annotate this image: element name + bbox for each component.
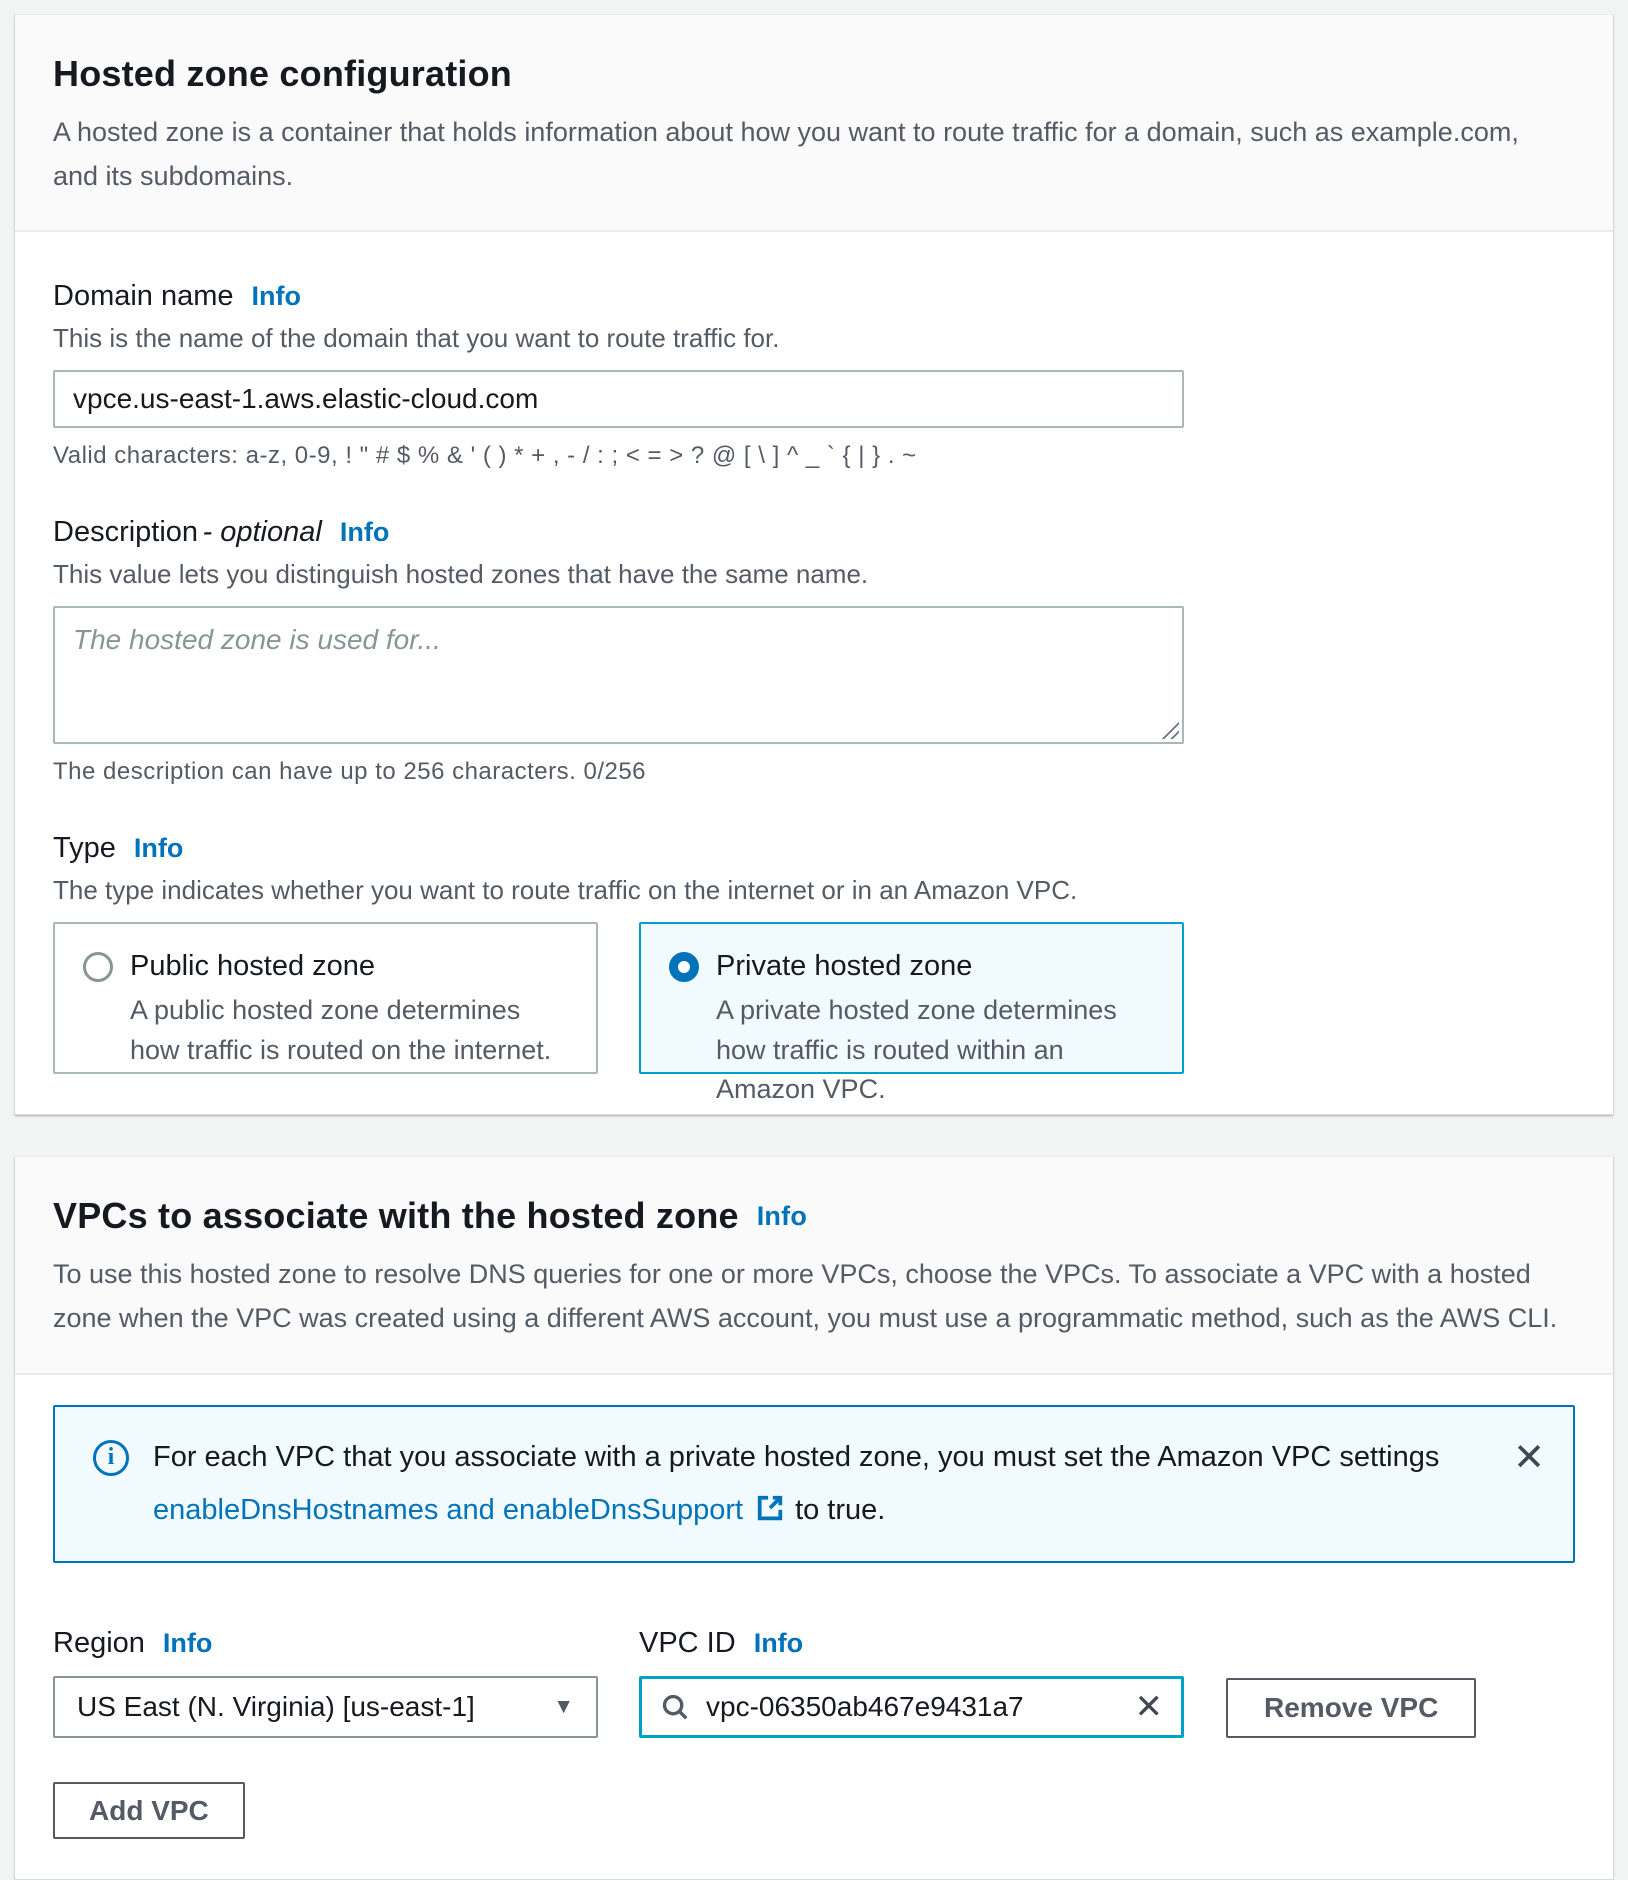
vpc-card-description: To use this hosted zone to resolve DNS queries for one or more VPCs, choose the VPCs. To associate a VPC with a hosted zone when the VPC was created using a different AWS account, you must use a programmatic method, such as the AWS CLI. <box>53 1259 1558 1334</box>
public-hosted-zone-option[interactable] <box>53 922 598 1074</box>
vpc-association-row <box>53 1627 1575 1738</box>
description-info-link[interactable]: Info <box>339 517 390 548</box>
alert-close-icon[interactable]: ✕ <box>1513 1436 1545 1479</box>
type-radio-group <box>53 922 1575 1104</box>
vpc-settings-info-alert <box>53 1405 1575 1563</box>
description-textarea-wrap <box>53 606 1184 744</box>
hosted-zone-configuration-card <box>14 14 1614 1115</box>
hosted-zone-card-header <box>15 15 1613 232</box>
clear-input-icon[interactable]: ✕ <box>1134 1687 1163 1726</box>
hosted-zone-card-description: A hosted zone is a container that holds information about how you want to route traffic for a domain, such as example.com, and its subdomains. <box>53 117 1519 191</box>
vpc-card-info-link[interactable]: Info <box>756 1201 808 1232</box>
description-textarea[interactable] <box>53 606 1184 744</box>
private-hosted-zone-option[interactable] <box>639 922 1184 1104</box>
vpcs-to-associate-card <box>14 1156 1614 1879</box>
vpc-card-header <box>15 1157 1613 1374</box>
domain-name-field <box>53 280 1575 470</box>
enable-dns-link[interactable]: enableDnsHostnames and enableDnsSupport <box>153 1493 744 1526</box>
vpc-id-info-link[interactable]: Info <box>753 1627 804 1658</box>
domain-name-label: Domain name <box>53 280 234 313</box>
description-label: Description <box>53 516 199 549</box>
type-info-link[interactable]: Info <box>133 833 184 864</box>
vpc-card-body <box>15 1375 1613 1879</box>
vpc-id-label: VPC ID <box>639 1626 736 1659</box>
vpc-id-input[interactable] <box>639 1676 1184 1738</box>
public-hosted-zone-title: Public hosted zone <box>130 950 376 983</box>
region-info-link[interactable]: Info <box>162 1627 213 1658</box>
description-optional-label: - optional <box>202 516 322 549</box>
region-label: Region <box>53 1626 145 1659</box>
region-column <box>53 1627 598 1738</box>
external-link-icon <box>755 1493 785 1523</box>
domain-name-info-link[interactable]: Info <box>251 281 302 312</box>
hosted-zone-card-title: Hosted zone configuration <box>53 53 512 94</box>
vpc-id-value: vpc-06350ab467e9431a7 <box>706 1690 1024 1722</box>
type-label: Type <box>53 832 116 865</box>
domain-name-input[interactable] <box>53 370 1184 428</box>
alert-text-suffix: to true. <box>795 1493 886 1526</box>
domain-name-description: This is the name of the domain that you want to route traffic for. <box>53 323 780 354</box>
description-helper-text: The description can have up to 256 characters. 0/256 <box>53 758 647 786</box>
public-hosted-zone-description: A public hosted zone determines how traffic is routed on the internet. <box>130 995 552 1065</box>
region-selected-value: US East (N. Virginia) [us-east-1] <box>77 1690 475 1722</box>
description-field-description: This value lets you distinguish hosted zones that have the same name. <box>53 559 869 590</box>
chevron-down-icon: ▼ <box>553 1694 574 1718</box>
hosted-zone-card-body <box>15 232 1613 1114</box>
public-hosted-zone-radio[interactable] <box>83 952 113 982</box>
type-description: The type indicates whether you want to route traffic on the internet or in an Amazon VPC. <box>53 875 1078 906</box>
add-vpc-button[interactable]: Add VPC <box>53 1782 245 1839</box>
vpc-card-title: VPCs to associate with the hosted zone Info <box>53 1195 808 1237</box>
region-select[interactable] <box>53 1676 598 1738</box>
domain-name-helper-text: Valid characters: a-z, 0-9, ! " # $ % & ' ( ) * + , - / : ; < = > ? @ [ \ ] ^ _ ` { | } . ~ <box>53 442 917 470</box>
description-field <box>53 516 1575 786</box>
alert-text-line2 <box>153 1484 1483 1537</box>
alert-text-line1: For each VPC that you associate with a private hosted zone, you must set the Amazon VPC settings <box>153 1440 1440 1473</box>
remove-vpc-button[interactable]: Remove VPC <box>1226 1678 1476 1738</box>
info-circle-icon: i <box>93 1440 129 1476</box>
search-icon <box>660 1692 690 1722</box>
private-hosted-zone-title: Private hosted zone <box>716 950 973 983</box>
private-hosted-zone-radio[interactable] <box>669 952 699 982</box>
vpc-id-column <box>639 1627 1184 1738</box>
private-hosted-zone-description: A private hosted zone determines how traffic is routed within an Amazon VPC. <box>716 995 1117 1104</box>
type-field <box>53 832 1575 1104</box>
remove-vpc-column <box>1226 1627 1476 1738</box>
